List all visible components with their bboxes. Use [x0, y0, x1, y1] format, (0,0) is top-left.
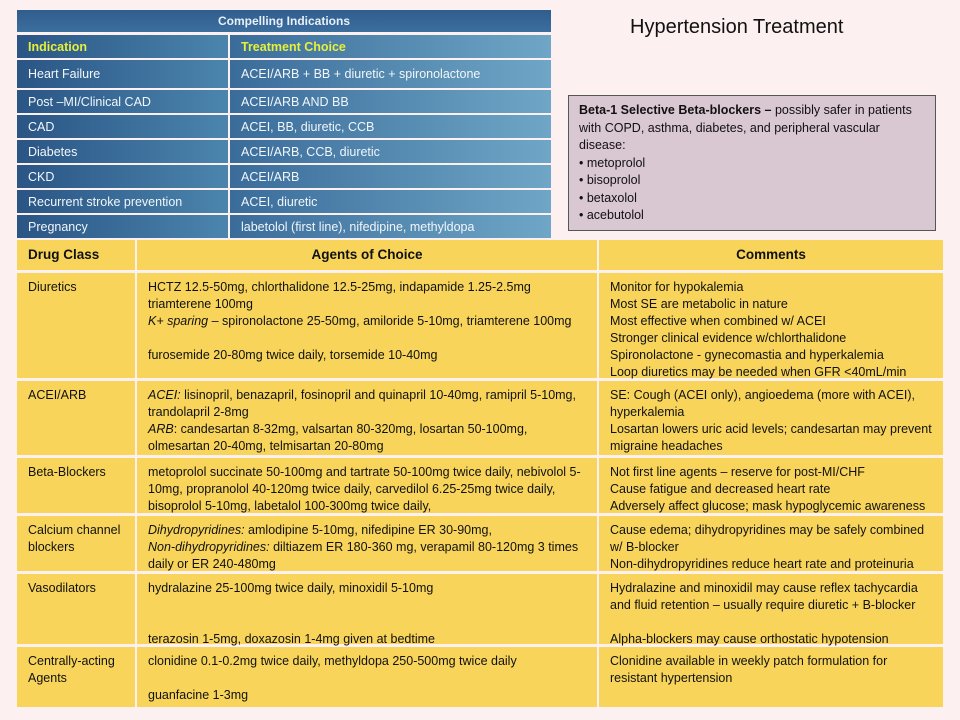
agent-line — [148, 522, 586, 539]
indication: CKD — [17, 165, 228, 188]
table-row — [17, 215, 551, 238]
list-item: • betaxolol — [579, 190, 637, 205]
drug-class: Centrally-acting Agents — [17, 647, 135, 707]
column-header: Drug Class — [17, 240, 135, 270]
column-header: Indication — [17, 35, 228, 58]
table-row — [17, 458, 943, 513]
agent-text: diltiazem ER 180-360 mg, verapamil 80-120mg 3 times daily or ER 240-480mg — [148, 540, 579, 571]
treatment: ACEI, BB, diuretic, CCB — [230, 115, 551, 138]
table-row — [17, 516, 943, 571]
page-title: Hypertension Treatment — [630, 16, 844, 38]
agent-line: guanfacine 1-3mg — [148, 688, 249, 702]
drug-class: ACEI/ARB — [17, 381, 135, 455]
table-row — [17, 574, 943, 644]
indication: CAD — [17, 115, 228, 138]
agent-line: clonidine 0.1-0.2mg twice daily, methyldopa 250-500mg twice daily — [148, 654, 517, 668]
comments — [599, 647, 943, 707]
comment: Clonidine available in weekly patch formulation for resistant hypertension — [610, 654, 888, 685]
note-heading: Beta-1 Selective Beta-blockers – — [579, 103, 772, 117]
note-text: possibly safer in patients with COPD, asthma, diabetes, and peripheral vascular disease: — [579, 103, 912, 152]
column-header: Treatment Choice — [230, 35, 551, 58]
agent-line — [148, 387, 586, 421]
agent-subclass: ACEI: — [148, 388, 181, 402]
treatment: ACEI/ARB, CCB, diuretic — [230, 140, 551, 163]
treatment: ACEI/ARB AND BB — [230, 90, 551, 113]
comment: Most effective when combined w/ ACEI — [610, 314, 826, 328]
drug-class: Diuretics — [17, 273, 135, 378]
comments — [599, 574, 943, 644]
agents — [137, 647, 597, 707]
treatment: ACEI, diuretic — [230, 190, 551, 213]
comment: Losartan lowers uric acid levels; candesartan may prevent migraine headaches — [610, 422, 932, 453]
comment: Cause edema; dihydropyridines may be safely combined w/ B-blocker — [610, 523, 925, 554]
agents: metoprolol succinate 50-100mg and tartrate 50-100mg twice daily, nebivolol 5-10mg, propranolol 40-120mg twice daily, carvedilol 6.25-25mg twice daily, bisoprolol 5-10mg, labetalol 100-300mg twice daily, — [137, 458, 597, 513]
comment: Non-dihydropyridines reduce heart rate and proteinuria — [610, 557, 914, 571]
agent-subclass: ARB — [148, 422, 174, 436]
agent-line — [148, 313, 586, 330]
agent-line: furosemide 20-80mg twice daily, torsemide 10-40mg — [148, 348, 438, 362]
comments — [599, 516, 943, 571]
list-item: • bisoprolol — [579, 173, 641, 187]
agent-subclass: K+ sparing — [148, 314, 209, 328]
comment: Alpha-blockers may cause orthostatic hypotension — [610, 632, 889, 646]
agent-text: amlodipine 5-10mg, nifedipine ER 30-90mg, — [244, 523, 492, 537]
agents — [137, 381, 597, 455]
comment: SE: Cough (ACEI only), angioedema (more with ACEI), hyperkalemia — [610, 388, 915, 419]
drug-class-table — [17, 240, 943, 710]
agent-subclass: Dihydropyridines: — [148, 523, 245, 537]
column-header: Comments — [599, 240, 943, 270]
table-row — [17, 381, 943, 455]
table-heading: Compelling Indications — [17, 10, 551, 32]
agent-text: – spironolactone 25-50mg, amiloride 5-10mg, triamterene 100mg — [208, 314, 572, 328]
agent-text: : candesartan 8-32mg, valsartan 80-320mg, losartan 50-100mg, olmesartan 20-40mg, telmisartan 20-80mg — [148, 422, 528, 453]
table-row — [17, 90, 551, 113]
comment: Cause fatigue and decreased heart rate — [610, 482, 831, 496]
agents — [137, 516, 597, 571]
list-item: • metoprolol — [579, 155, 646, 170]
comment: Most SE are metabolic in nature — [610, 297, 788, 311]
agent-line: terazosin 1-5mg, doxazosin 1-4mg given at bedtime — [148, 632, 435, 646]
table-row — [17, 190, 551, 213]
agent-subclass: Non-dihydropyridines: — [148, 540, 270, 554]
drug-class: Vasodilators — [17, 574, 135, 644]
list-item: • acebutolol — [579, 208, 644, 222]
agent-line: HCTZ 12.5-50mg, chlorthalidone 12.5-25mg, indapamide 1.25-2.5mg triamterene 100mg — [148, 280, 531, 311]
table-row — [17, 273, 943, 378]
indication: Heart Failure — [17, 60, 228, 88]
agents — [137, 574, 597, 644]
table-row — [17, 60, 551, 88]
comments — [599, 273, 943, 378]
indication: Diabetes — [17, 140, 228, 163]
comment: Adversely affect glucose; mask hypoglycemic awareness — [610, 499, 926, 513]
treatment: ACEI/ARB — [230, 165, 551, 188]
agent-line — [148, 421, 586, 455]
comments — [599, 381, 943, 455]
indication: Post –MI/Clinical CAD — [17, 90, 228, 113]
agent-line: hydralazine 25-100mg twice daily, minoxidil 5-10mg — [148, 581, 434, 595]
comment: Loop diuretics may be needed when GFR <40mL/min — [610, 365, 907, 379]
indication: Pregnancy — [17, 215, 228, 238]
comment: Hydralazine and minoxidil may cause reflex tachycardia and fluid retention – usually require diuretic + B-blocker — [610, 581, 918, 612]
indication: Recurrent stroke prevention — [17, 190, 228, 213]
drug-class: Beta-Blockers — [17, 458, 135, 513]
comment: Not first line agents – reserve for post-MI/CHF — [610, 465, 865, 479]
table-row — [17, 165, 551, 188]
agent-line — [148, 539, 586, 573]
comments — [599, 458, 943, 513]
comment: Stronger clinical evidence w/chlorthalidone — [610, 331, 847, 345]
table-row — [17, 647, 943, 707]
column-header: Agents of Choice — [137, 240, 597, 270]
treatment: ACEI/ARB + BB + diuretic + spironolactone — [230, 60, 551, 88]
comment: Monitor for hypokalemia — [610, 280, 744, 294]
compelling-indications-table — [17, 10, 551, 240]
beta-blocker-note — [568, 95, 936, 231]
agent-text: lisinopril, benazapril, fosinopril and quinapril 10-40mg, ramipril 5-10mg, trandolapril 2-8mg — [148, 388, 576, 419]
drug-class: Calcium channel blockers — [17, 516, 135, 571]
table-row — [17, 115, 551, 138]
agents — [137, 273, 597, 378]
treatment: labetolol (first line), nifedipine, methyldopa — [230, 215, 551, 238]
table-row — [17, 140, 551, 163]
comment: Spironolactone - gynecomastia and hyperkalemia — [610, 348, 884, 362]
